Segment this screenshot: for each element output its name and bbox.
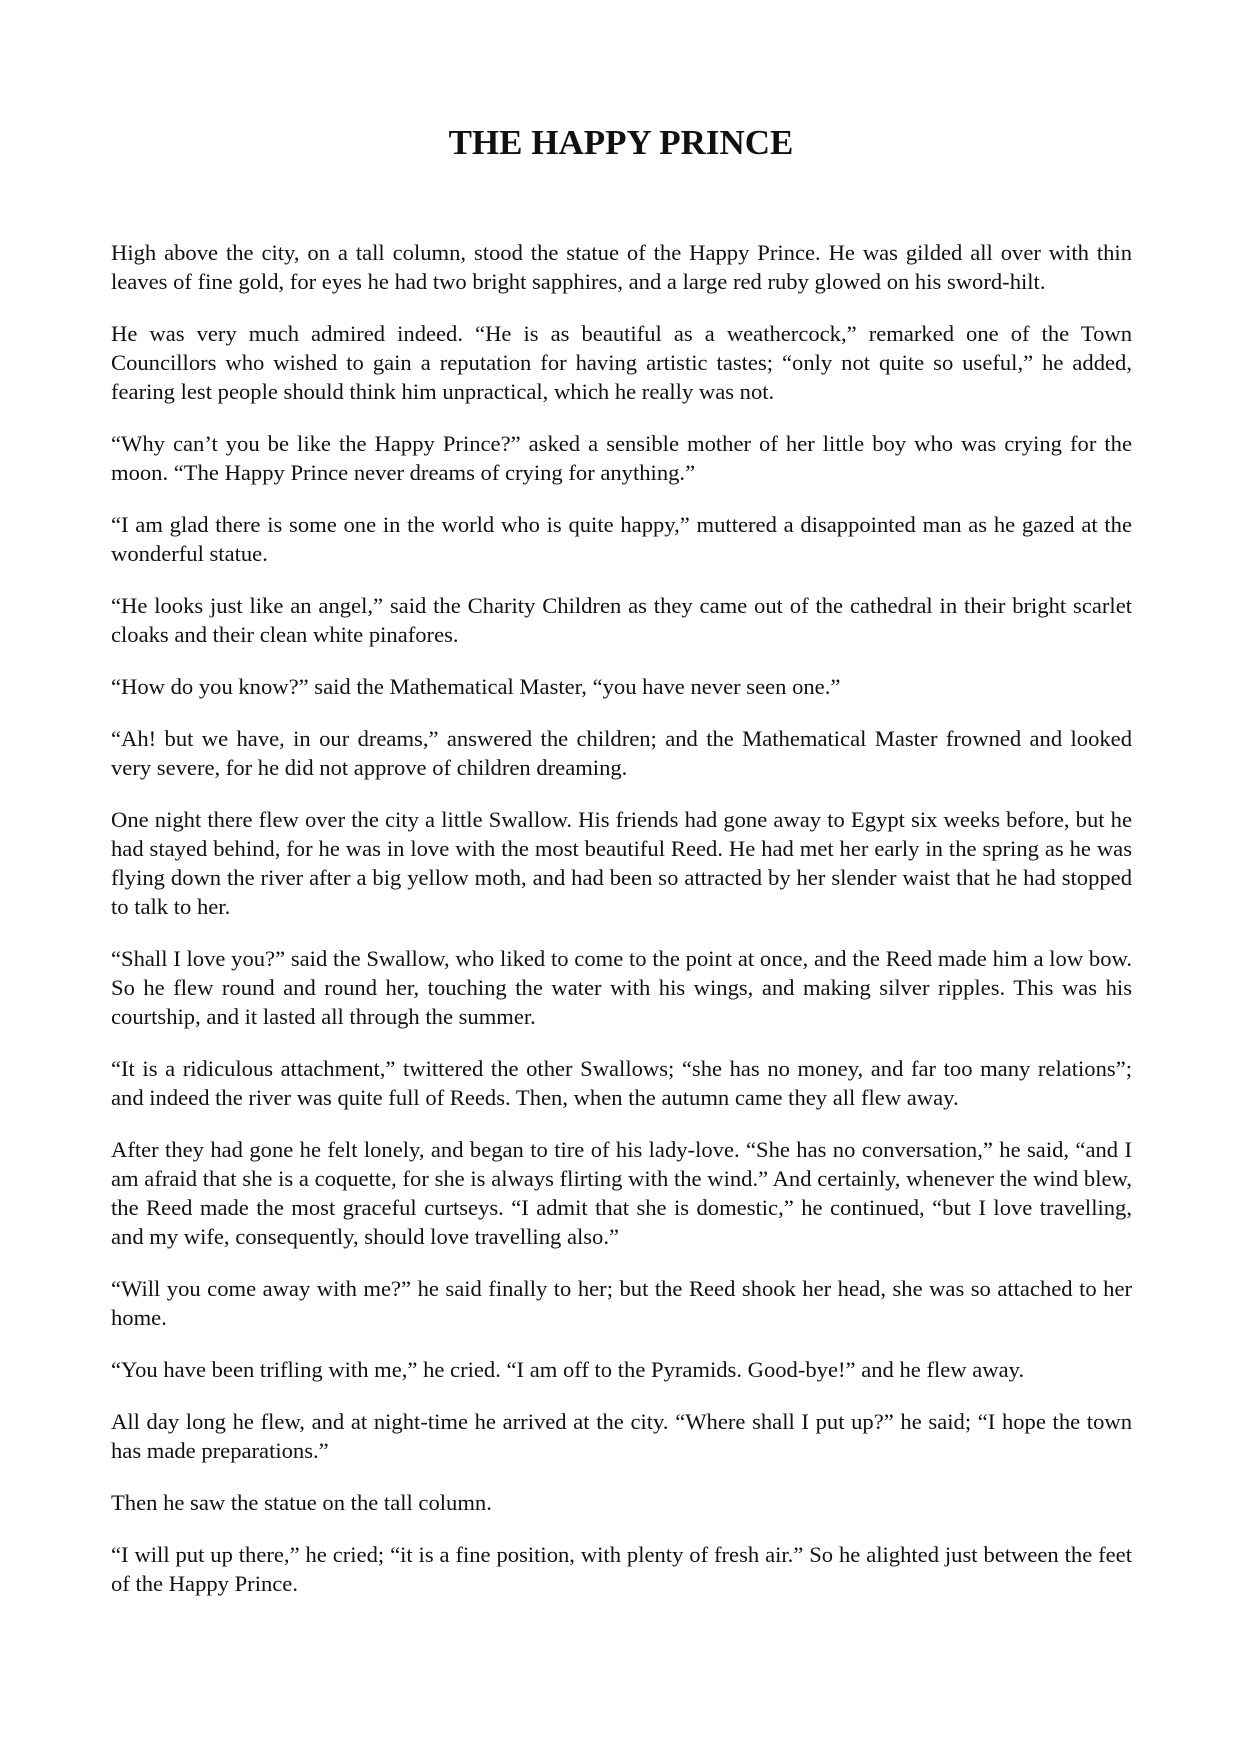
paragraph: “Shall I love you?” said the Swallow, who liked to come to the point at once, and the Reed made him a low bow. So he flew round and round her, touching the water with his wings, and making silver ripples. This was his courtship, and it lasted all through the summer.: [111, 946, 1132, 1029]
page-title: THE HAPPY PRINCE: [448, 123, 794, 162]
paragraph: Then he saw the statue on the tall column.: [111, 1490, 492, 1515]
paragraph: One night there flew over the city a little Swallow. His friends had gone away to Egypt six weeks before, but he had stayed behind, for he was in love with the most beautiful Reed. He had met her early in the spring as he was flying down the river after a big yellow moth, and had been so attracted by her slender waist that he had stopped to talk to her.: [111, 807, 1132, 919]
paragraph: All day long he flew, and at night-time he arrived at the city. “Where shall I put up?” he said; “I hope the town has made preparations.”: [111, 1409, 1132, 1463]
paragraph: “I will put up there,” he cried; “it is a fine position, with plenty of fresh air.” So he alighted just between the feet of the Happy Prince.: [111, 1542, 1132, 1596]
paragraph: “He looks just like an angel,” said the Charity Children as they came out of the cathedral in their bright scarlet cloaks and their clean white pinafores.: [111, 593, 1132, 647]
paragraph: “You have been trifling with me,” he cried. “I am off to the Pyramids. Good-bye!” and he flew away.: [111, 1357, 1025, 1382]
story-body: [111, 238, 1132, 1621]
paragraph: “Ah! but we have, in our dreams,” answered the children; and the Mathematical Master frowned and looked very severe, for he did not approve of children dreaming.: [111, 726, 1132, 780]
paragraph: After they had gone he felt lonely, and began to tire of his lady-love. “She has no conversation,” he said, “and I am afraid that she is a coquette, for she is always flirting with the wind.” And certainly, whenever the wind blew, the Reed made the most graceful curtseys. “I admit that she is domestic,” he continued, “but I love travelling, and my wife, consequently, should love travelling also.”: [111, 1137, 1132, 1249]
paragraph: He was very much admired indeed. “He is as beautiful as a weathercock,” remarked one of the Town Councillors who wished to gain a reputation for having artistic tastes; “only not quite so useful,” he added, fearing lest people should think him unpractical, which he really was not.: [111, 321, 1132, 404]
paragraph: “How do you know?” said the Mathematical Master, “you have never seen one.”: [111, 674, 841, 699]
paragraph: “Why can’t you be like the Happy Prince?” asked a sensible mother of her little boy who was crying for the moon. “The Happy Prince never dreams of crying for anything.”: [111, 431, 1132, 485]
paragraph: “Will you come away with me?” he said finally to her; but the Reed shook her head, she was so attached to her home.: [111, 1276, 1132, 1330]
paragraph: “I am glad there is some one in the world who is quite happy,” muttered a disappointed man as he gazed at the wonderful statue.: [111, 512, 1132, 566]
paragraph: “It is a ridiculous attachment,” twittered the other Swallows; “she has no money, and far too many relations”; and indeed the river was quite full of Reeds. Then, when the autumn came they all flew away.: [111, 1056, 1132, 1110]
paragraph: High above the city, on a tall column, stood the statue of the Happy Prince. He was gilded all over with thin leaves of fine gold, for eyes he had two bright sapphires, and a large red ruby glowed on his sword-hilt.: [111, 240, 1132, 294]
